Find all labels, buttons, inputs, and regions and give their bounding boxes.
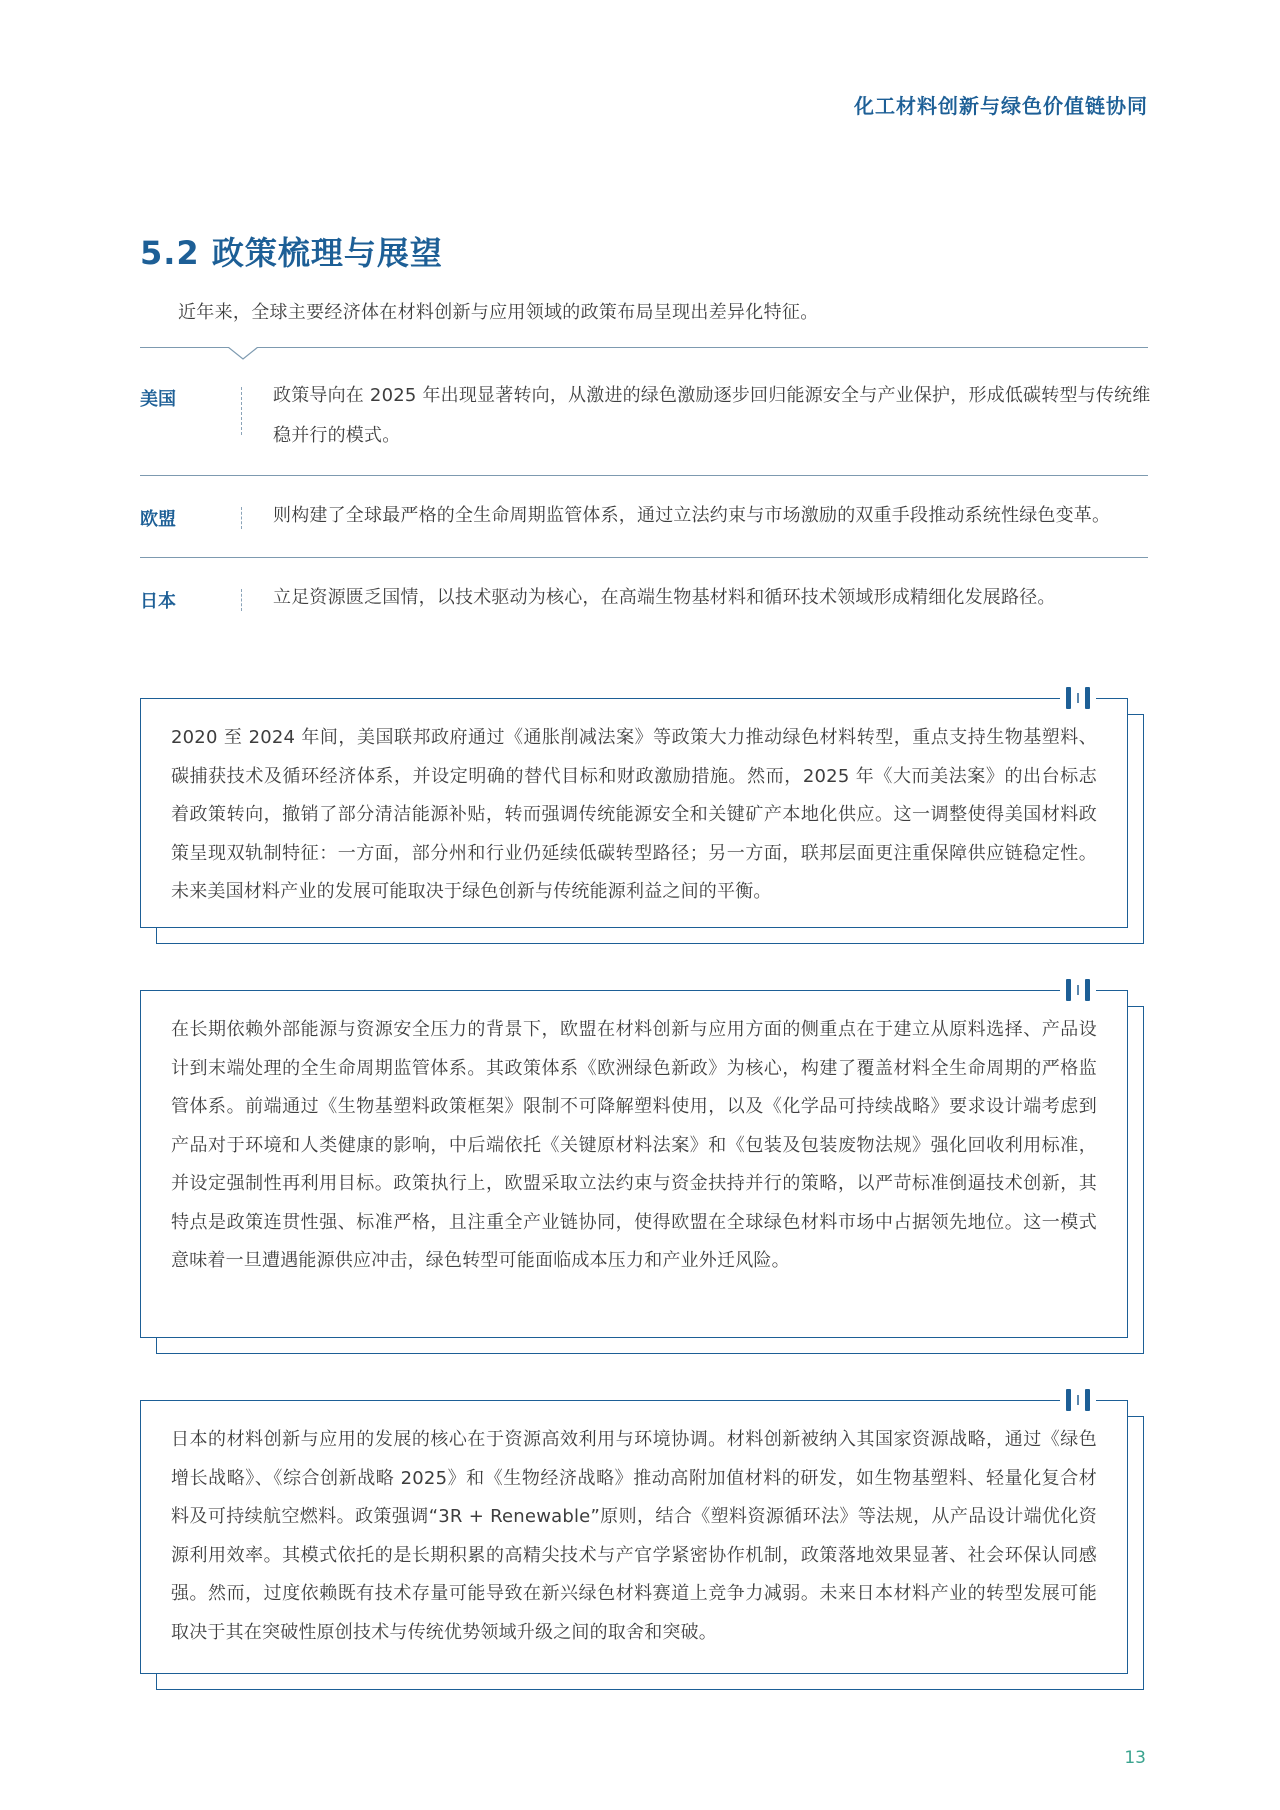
corner-ornament-icon bbox=[1060, 1386, 1096, 1414]
region-desc-eu: 则构建了全球最严格的全生命周期监管体系，通过立法约束与市场激励的双重手段推动系统性绿色变革。 bbox=[273, 505, 1111, 526]
section-intro: 近年来，全球主要经济体在材料创新与应用领域的政策布局呈现出差异化特征。 bbox=[178, 302, 819, 323]
row-separator bbox=[241, 387, 242, 435]
policy-box-jp-text: 日本的材料创新与应用的发展的核心在于资源高效利用与环境协调。材料创新被纳入其国家资源战略，通过《绿色增长战略》、《综合创新战略 2025》和《生物经济战略》推动高附加值材料的研发，如生物基塑料、轻量化复合材料及可持续航空燃料。政策强调“3R + Renewable”原则，结合《塑料资源循环法》等法规，从产品设计端优化资源利用效率。其模式依托的是长期积累的高精尖技术与产官学紧密协作机制，政策落地效果显著、社会环保认同感强。然而，过度依赖既有技术存量可能导致在新兴绿色材料赛道上竞争力减弱。未来日本材料产业的转型发展可能取决于其在突破性原创技术与传统优势领域升级之间的取舍和突破。 bbox=[171, 1429, 1097, 1643]
row-divider bbox=[140, 557, 1148, 558]
row-separator bbox=[241, 589, 242, 611]
region-label-jp: 日本 bbox=[140, 591, 176, 612]
policy-box-eu-text: 在长期依赖外部能源与资源安全压力的背景下，欧盟在材料创新与应用方面的侧重点在于建立从原料选择、产品设计到末端处理的全生命周期监管体系。其政策体系《欧洲绿色新政》为核心，构建了覆盖材料全生命周期的严格监管体系。前端通过《生物基塑料政策框架》限制不可降解塑料使用，以及《化学品可持续战略》要求设计端考虑到产品对于环境和人类健康的影响，中后端依托《关键原材料法案》和《包装及包装废物法规》强化回收利用标准，并设定强制性再利用目标。政策执行上，欧盟采取立法约束与资金扶持并行的策略，以严苛标准倒逼技术创新，其特点是政策连贯性强、标准严格，且注重全产业链协同，使得欧盟在全球绿色材料市场中占据领先地位。这一模式意味着一旦遭遇能源供应冲击，绿色转型可能面临成本压力和产业外迁风险。 bbox=[171, 1019, 1097, 1271]
page-number: 13 bbox=[1124, 1748, 1146, 1768]
policy-box-eu bbox=[140, 990, 1128, 1338]
table-top-divider bbox=[140, 347, 1148, 348]
region-label-eu: 欧盟 bbox=[140, 509, 176, 530]
region-desc-jp: 立足资源匮乏国情，以技术驱动为核心，在高端生物基材料和循环技术领域形成精细化发展路径。 bbox=[273, 587, 1056, 608]
corner-ornament-icon bbox=[1060, 684, 1096, 712]
region-desc-us: 政策导向在 2025 年出现显著转向，从激进的绿色激励逐步回归能源安全与产业保护，形成低碳转型与传统维稳并行的模式。 bbox=[273, 385, 1151, 446]
region-label-us: 美国 bbox=[140, 389, 176, 410]
row-divider bbox=[140, 475, 1148, 476]
policy-box-us bbox=[140, 698, 1128, 928]
row-separator bbox=[241, 507, 242, 529]
corner-ornament-icon bbox=[1060, 976, 1096, 1004]
section-title: 5.2 政策梳理与展望 bbox=[140, 234, 443, 272]
policy-box-us-text: 2020 至 2024 年间，美国联邦政府通过《通胀削减法案》等政策大力推动绿色材料转型，重点支持生物基塑料、碳捕获技术及循环经济体系，并设定明确的替代目标和财政激励措施。然而，2025 年《大而美法案》的出台标志着政策转向，撤销了部分清洁能源补贴，转而强调传统能源安全和关键矿产本地化供应。这一调整使得美国材料政策呈现双轨制特征：一方面，部分州和行业仍延续低碳转型路径；另一方面，联邦层面更注重保障供应链稳定性。未来美国材料产业的发展可能取决于绿色创新与传统能源利益之间的平衡。 bbox=[171, 727, 1097, 902]
divider-notch-icon bbox=[228, 347, 258, 361]
policy-box-jp bbox=[140, 1400, 1128, 1674]
running-header-title: 化工材料创新与绿色价值链协同 bbox=[854, 94, 1148, 118]
